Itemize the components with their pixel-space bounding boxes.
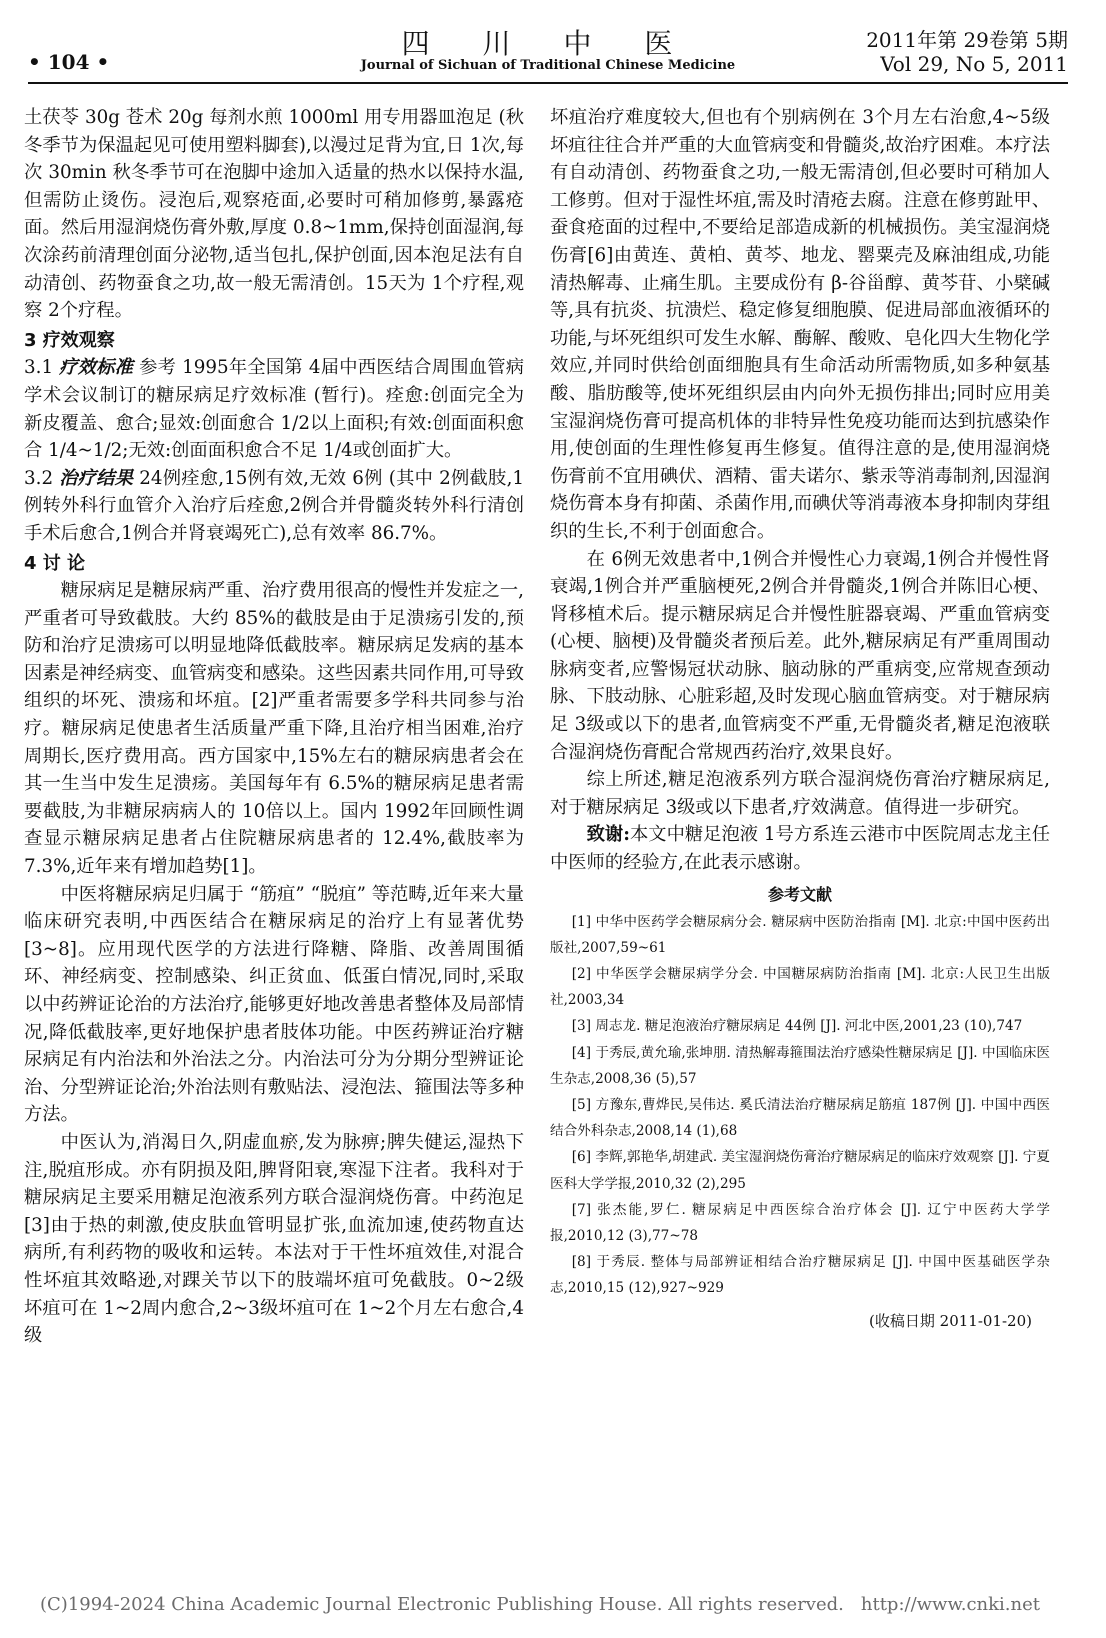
section-3-title: 3 疗效观察 <box>24 329 115 351</box>
section-3-1-number: 3.1 <box>24 357 54 379</box>
section-3-2-label: 治疗结果 <box>59 467 134 489</box>
section-3-1-text: 参考 1995年全国第 4届中西医结合周围血管病学术会议制订的糖尿病足疗效标准 (暂行)。痊愈:创面完全为新皮覆盖、愈合;显效:创面愈合 1/2以上面积;有效:创面面积愈合 1/4~1/2;无效:创面面积愈合不足 1/4或创面扩大。 <box>24 357 525 462</box>
reference-item: [7] 张杰能,罗仁. 糖尿病足中西医综合治疗体会 [J]. 辽宁中医药大学学报,2010,12 (3),77~78 <box>550 1201 1050 1245</box>
journal-title-cn: 四 川 中 医 <box>401 27 695 60</box>
method-paragraph: 土茯苓 30g 苍术 20g 每剂水煎 1000ml 用专用器皿泡足 (秋冬季节为保温起见可使用塑料脚套),以漫过足背为宜,日 1次,每次 30min 秋冬季节可在泡脚中途加入适量的热水以保持水温,但需防止烫伤。浸泡后,观察疮面,必要时可稍加修剪,暴露疮面。然后用湿润烧伤膏外敷,厚度 0.8~1mm,保持创面湿润,每次涂药前清理创面分泌物,适当包扎,保护创面,因本泡足法有自动清创、药物蚕食之功,故一般无需清创。15天为 1个疗程,观察 2个疗程。 <box>24 107 524 322</box>
issue-info-cn: 2011年第 29卷第 5期 <box>866 28 1068 52</box>
discussion-paragraph-4: 坏疽治疗难度较大,但也有个别病例在 3个月左右治愈,4~5级坏疽往往合并严重的大血管病变和骨髓炎,故治疗困难。本疗法有自动清创、药物蚕食之功,一般无需清创,但必要时可稍加人工修剪。但对于湿性坏疽,需及时清疮去腐。注意在修剪趾甲、蚕食疮面的过程中,不要给足部造成新的机械损伤。美宝湿润烧伤膏[6]由黄连、黄柏、黄芩、地龙、罂粟壳及麻油组成,功能清热解毒、止痛生肌。主要成份有 β-谷甾醇、黄芩苷、小檗碱等,具有抗炎、抗溃烂、稳定修复细胞膜、促进局部血液循环的功能,与坏死组织可发生水解、酶解、酸败、皂化四大生物化学效应,并同时供给创面细胞具有生命活动所需物质,如多种氨基酸、脂肪酸等,使坏死组织层由内向外无损伤排出;同时应用美宝湿润烧伤膏可提高机体的非特异性免疫功能而达到抗感染作用,使创面的生理性修复再生修复。值得注意的是,使用湿润烧伤膏前不宜用碘伏、酒精、雷夫诺尔、紫汞等消毒制剂,因湿润烧伤膏本身有抑菌、杀菌作用,而碘伏等消毒液本身抑制肉芽组织的生长,不利于创面愈合。 <box>550 107 1050 542</box>
discussion-paragraph-2: 中医将糖尿病足归属于 “筋疽” “脱疽” 等范畴,近年来大量临床研究表明,中西医结合在糖尿病足的治疗上有显著优势[3~8]。应用现代医学的方法进行降糖、降脂、改善周围循环、神经病变、控制感染、纠正贫血、低蛋白情况,同时,采取以中药辨证论治的方法治疗,能够更好地改善患者整体及局部情况,降低截肢率,更好地保护患者肢体功能。中医药辨证治疗糖尿病足有内治法和外治法之分。内治法可分为分期分型辨证论治、分型辨证论治;外治法则有敷贴法、浸泡法、箍围法等多种方法。 <box>24 883 524 1126</box>
page-header <box>28 18 1068 84</box>
right-column <box>550 104 1050 1335</box>
discussion-paragraph-1: 糖尿病足是糖尿病严重、治疗费用很高的慢性并发症之一,严重者可导致截肢。大约 85%的截肢是由于足溃疡引发的,预防和治疗足溃疡可以明显地降低截肢率。糖尿病足发病的基本因素是神经病变、血管病变和感染。这些因素共同作用,可导致组织的坏死、溃疡和坏疽。[2]严重者需要多学科共同参与治疗。糖尿病足使患者生活质量严重下降,且治疗相当困难,治疗周期长,医疗费用高。西方国家中,15%左右的糖尿病患者会在其一生当中发生足溃疡。美国每年有 6.5%的糖尿病足患者需要截肢,为非糖尿病病人的 10倍以上。国内 1992年回顾性调查显示糖尿病足患者占住院糖尿病患者的 12.4%,截肢率为 7.3%,近年来有增加趋势[1]。 <box>24 580 524 878</box>
page-number: • 104 • <box>28 50 110 74</box>
reference-item: [6] 李辉,郭艳华,胡建武. 美宝湿润烧伤膏治疗糖尿病足的临床疗效观察 [J]. 宁夏医科大学学报,2010,32 (2),295 <box>550 1149 1050 1192</box>
section-3-1-label: 疗效标准 <box>59 357 134 379</box>
reference-item: [8] 于秀辰. 整体与局部辨证相结合治疗糖尿病足 [J]. 中国中医基础医学杂志,2010,15 (12),927~929 <box>550 1254 1050 1297</box>
acknowledgement-label: 致谢: <box>586 824 630 846</box>
acknowledgement <box>550 821 1050 876</box>
journal-title-en: Journal of Sichuan of Traditional Chinese Medicine <box>360 58 736 73</box>
copyright-notice: (C)1994-2024 China Academic Journal Electronic Publishing House. All rights reserved. <box>40 1594 844 1615</box>
header-rule <box>28 82 1068 84</box>
reference-list <box>550 909 1050 1302</box>
discussion-paragraph-3: 中医认为,消渴日久,阴虚血瘀,发为脉痹;脾失健运,湿热下注,脱疽形成。亦有阴损及阳,脾肾阳衰,寒湿下注者。我科对于糖尿病足主要采用糖足泡液系列方联合湿润烧伤膏。中药泡足[3]由于热的刺激,使皮肤血管明显扩张,血流加速,使药物直达病所,有利药物的吸收和运转。本法对于干性坏疽效佳,对混合性坏疽其效略逊,对踝关节以下的肢端坏疽可免截肢。0~2级坏疽可在 1~2周内愈合,2~3级坏疽可在 1~2个月左右愈合,4级 <box>24 1131 524 1347</box>
issue-info-en: Vol 29, No 5, 2011 <box>880 52 1068 76</box>
section-3-1 <box>24 354 524 464</box>
section-3-2-text: 24例痊愈,15例有效,无效 6例 (其中 2例截肢,1例转外科行血管介入治疗后痊愈,2例合并骨髓炎转外科行清创手术后愈合,1例合并肾衰竭死亡),总有效率 86.7%。 <box>24 467 525 544</box>
reference-item: [1] 中华中医药学会糖尿病分会. 糖尿病中医防治指南 [M]. 北京:中国中医药出版社,2007,59~61 <box>550 913 1050 956</box>
left-column <box>24 104 524 1350</box>
acknowledgement-text: 本文中糖足泡液 1号方系连云港市中医院周志龙主任中医师的经验方,在此表示感谢。 <box>550 824 1051 874</box>
section-3-2-number: 3.2 <box>24 467 54 489</box>
section-3-2 <box>24 465 524 548</box>
reference-item: [3] 周志龙. 糖足泡液治疗糖尿病足 44例 [J]. 河北中医,2001,23 (10),747 <box>571 1018 1023 1035</box>
section-4-title: 4 讨 论 <box>24 552 86 574</box>
reference-item: [5] 方豫东,曹烨民,吴伟达. 奚氏清法治疗糖尿病足筋疽 187例 [J]. 中国中西医结合外科杂志,2008,14 (1),68 <box>550 1097 1050 1140</box>
footer-url[interactable]: http://www.cnki.net <box>860 1594 1040 1615</box>
references-title: 参考文献 <box>767 884 832 904</box>
conclusion-paragraph: 综上所述,糖足泡液系列方联合湿润烧伤膏治疗糖尿病足,对于糖尿病足 3级或以下患者,疗效满意。值得进一步研究。 <box>550 769 1050 818</box>
reference-item: [4] 于秀辰,黄允瑜,张坤朋. 清热解毒箍围法治疗感染性糖尿病足 [J]. 中国临床医生杂志,2008,36 (5),57 <box>550 1044 1050 1087</box>
discussion-paragraph-5: 在 6例无效患者中,1例合并慢性心力衰竭,1例合并慢性肾衰竭,1例合并严重脑梗死,2例合并骨髓炎,1例合并陈旧心梗、肾移植术后。提示糖尿病足合并慢性脏器衰竭、严重血管病变 (心梗、脑梗)及骨髓炎者预后差。此外,糖尿病足有严重周围动脉病变者,应警惕冠状动脉、脑动脉的严重病变,应常规查颈动脉、下肢动脉、心脏彩超,及时发现心脑血管病变。对于糖尿病足 3级或以下的患者,血管病变不严重,无骨髓炎者,糖足泡液联合湿润烧伤膏配合常规西药治疗,效果良好。 <box>550 548 1050 763</box>
received-date: (收稿日期 2011-01-20) <box>869 1311 1032 1330</box>
reference-item: [2] 中华医学会糖尿病学分会. 中国糖尿病防治指南 [M]. 北京:人民卫生出版社,2003,34 <box>550 966 1050 1009</box>
